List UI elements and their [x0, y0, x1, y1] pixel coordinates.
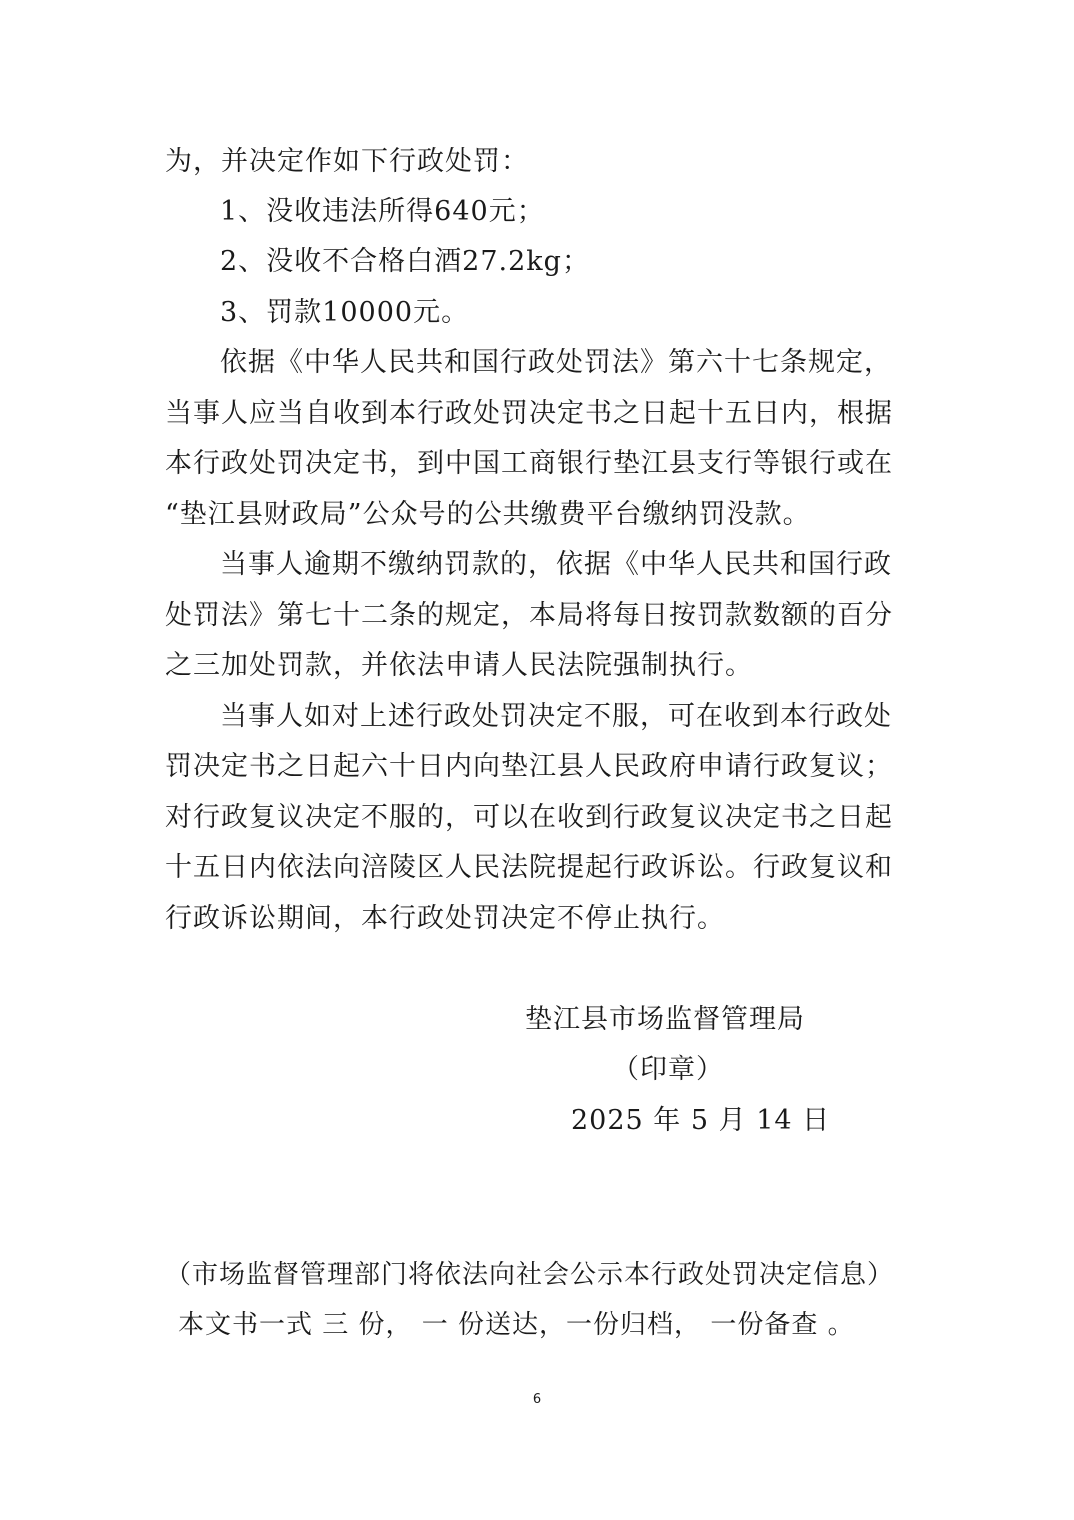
- payment-paragraph-line-3: 本行政处罚决定书，到中国工商银行垫江县支行等银行或在: [165, 448, 893, 479]
- penalty-item-3: 3、罚款10000元。: [220, 297, 470, 328]
- overdue-paragraph-line-1: 当事人逾期不缴纳罚款的，依据《中华人民共和国行政: [220, 549, 892, 580]
- appeal-paragraph-line-5: 行政诉讼期间，本行政处罚决定不停止执行。: [165, 903, 725, 934]
- appeal-paragraph-line-3: 对行政复议决定不服的，可以在收到行政复议决定书之日起: [165, 802, 893, 833]
- payment-paragraph-line-2: 当事人应当自收到本行政处罚决定书之日起十五日内，根据: [165, 398, 893, 429]
- page-number: 6: [532, 1392, 542, 1407]
- appeal-paragraph-line-1: 当事人如对上述行政处罚决定不服，可在收到本行政处: [220, 701, 892, 732]
- body-line-1: 为，并决定作如下行政处罚：: [165, 146, 529, 177]
- seal-label: （印章）: [612, 1054, 724, 1085]
- penalty-item-2: 2、没收不合格白酒27.2kg；: [220, 246, 590, 277]
- payment-paragraph-line-4: “垫江县财政局”公众号的公共缴费平台缴纳罚没款。: [165, 499, 811, 530]
- copies-statement: 本文书一式 三 份， 一 份送达，一份归档， 一份备查 。: [178, 1310, 855, 1340]
- public-notice: （市场监督管理部门将依法向社会公示本行政处罚决定信息）: [165, 1260, 895, 1290]
- payment-paragraph-line-1: 依据《中华人民共和国行政处罚法》第六十七条规定，: [220, 347, 892, 378]
- overdue-paragraph-line-2: 处罚法》第七十二条的规定，本局将每日按罚款数额的百分: [165, 600, 893, 631]
- signing-date: 2025 年 5 月 14 日: [571, 1105, 831, 1136]
- penalty-item-1: 1、没收违法所得640元；: [220, 196, 545, 227]
- signing-agency: 垫江县市场监督管理局: [525, 1004, 805, 1035]
- overdue-paragraph-line-3: 之三加处罚款，并依法申请人民法院强制执行。: [165, 650, 753, 681]
- appeal-paragraph-line-2: 罚决定书之日起六十日内向垫江县人民政府申请行政复议；: [165, 751, 893, 782]
- appeal-paragraph-line-4: 十五日内依法向涪陵区人民法院提起行政诉讼。行政复议和: [165, 852, 893, 883]
